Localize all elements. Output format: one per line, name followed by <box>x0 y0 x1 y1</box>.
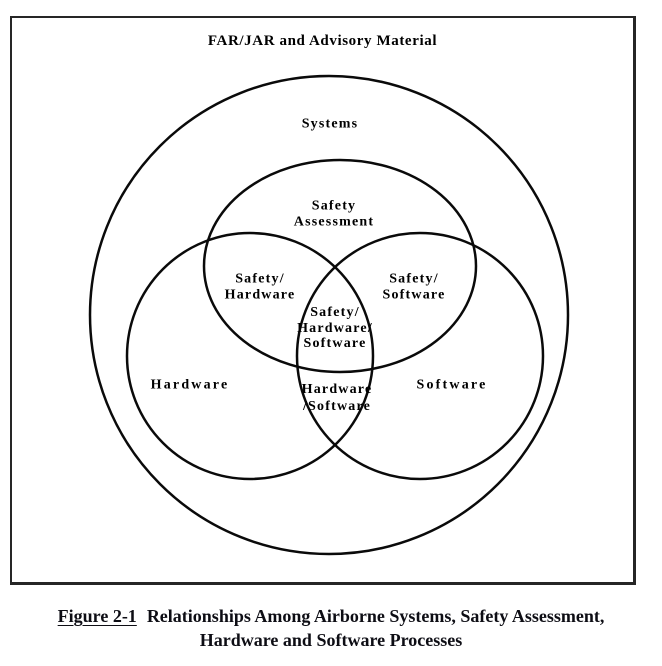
venn-diagram <box>12 18 633 582</box>
figure-number: Figure 2-1 <box>57 606 137 626</box>
software-circle <box>297 233 543 479</box>
figure-caption <box>0 604 662 652</box>
hardware-circle <box>127 233 373 479</box>
safety-hardware-software-label: Safety/ Hardware/ Software <box>297 304 373 351</box>
systems-label: Systems <box>301 116 359 132</box>
safety-assessment-label: Safety Assessment <box>293 198 375 229</box>
caption-line-2: Hardware and Software Processes <box>199 630 463 650</box>
figure-box <box>10 16 636 585</box>
figure-title: FAR/JAR and Advisory Material <box>207 33 438 49</box>
hardware-label: Hardware <box>150 377 230 393</box>
safety-software-label: Safety/ Software <box>382 271 446 302</box>
software-label: Software <box>416 377 488 393</box>
caption-text-1: Relationships Among Airborne Systems, Safety Assessment, <box>146 606 605 626</box>
hardware-software-label: Hardware /Software <box>301 382 373 414</box>
safety-hardware-label: Safety/ Hardware <box>224 271 296 302</box>
caption-line-1 <box>0 604 662 628</box>
